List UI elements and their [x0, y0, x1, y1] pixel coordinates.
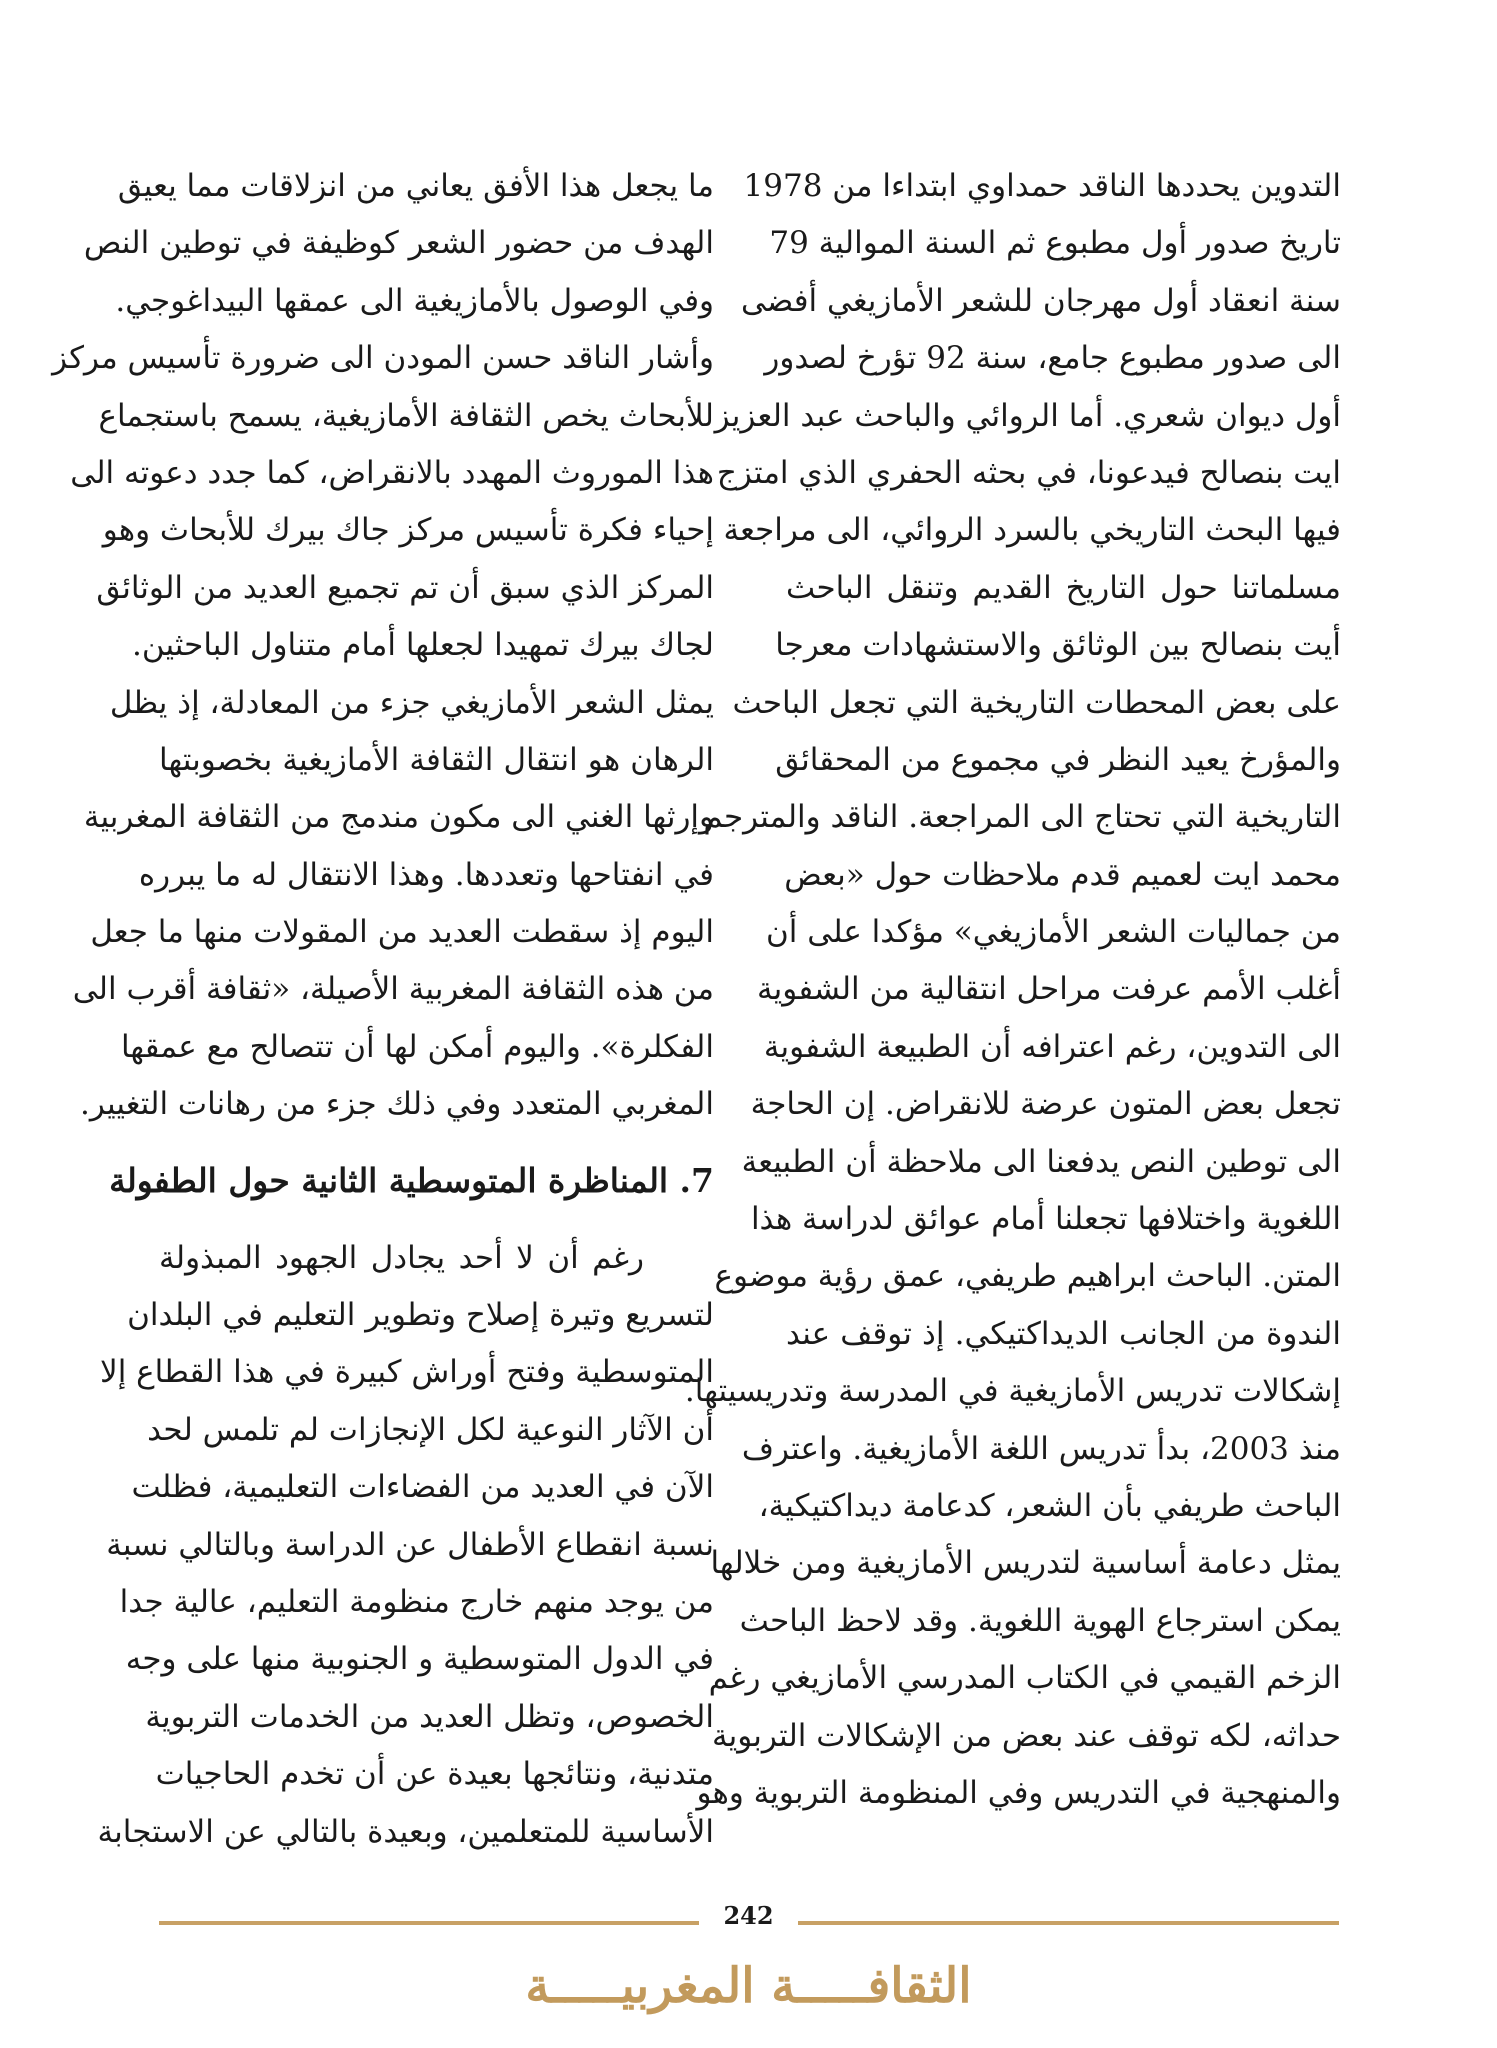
left-column	[52, 158, 714, 1861]
text-line: المغربي المتعدد وفي ذلك جزء من رهانات التغيير.	[80, 1086, 714, 1123]
text-line: التدوين يحددها الناقد حمداوي ابتداءا من 1978	[743, 168, 1341, 204]
text-line: أن الآثار النوعية لكل الإنجازات لم تلمس لحد	[147, 1411, 714, 1448]
text-line: أول ديوان شعري. أما الروائي والباحث عبد العزيز	[714, 397, 1341, 434]
text-line: رغم أن لا أحد يجادل الجهود المبذولة	[159, 1239, 644, 1276]
text-line: اليوم إذ سقطت العديد من المقولات منها ما جعل	[90, 914, 714, 951]
text-line: للأبحاث يخص الثقافة الأمازيغية، يسمح باستجماع	[98, 397, 714, 434]
text-line: يمثل دعامة أساسية لتدريس الأمازيغية ومن خلالها	[710, 1545, 1341, 1582]
text-line: التاريخية التي تحتاج الى المراجعة. الناقد والمترجم	[703, 799, 1341, 836]
text-line: الفكلرة». واليوم أمكن لها أن تتصالح مع عمقها	[120, 1028, 714, 1065]
text-line: الآن في العديد من الفضاءات التعليمية، فظلت	[131, 1469, 714, 1506]
text-line: على بعض المحطات التاريخية التي تجعل الباحث	[732, 684, 1341, 721]
text-line: لتسريع وتيرة إصلاح وتطوير التعليم في البلدان	[127, 1297, 714, 1334]
text-line: لجاك بيرك تمهيدا لجعلها أمام متناول الباحثين.	[132, 627, 714, 664]
left-column-paragraphs	[52, 158, 714, 1134]
text-line: إشكالات تدريس الأمازيغية في المدرسة وتدريسيتها.	[684, 1373, 1341, 1410]
left-column-section-body	[97, 1230, 714, 1861]
text-line: المتوسطية وفتح أوراش كبيرة في هذا القطاع إلا	[100, 1354, 714, 1391]
text-line: في انفتاحها وتعددها. وهذا الانتقال له ما يبرره	[138, 856, 714, 893]
text-line: هذا الموروث المهدد بالانقراض، كما جدد دعوته الى	[70, 454, 714, 491]
text-line: والمنهجية في التدريس وفي المنظومة التربوية وهو	[696, 1774, 1341, 1811]
text-line: الخصوص، وتظل العديد من الخدمات التربوية	[145, 1698, 714, 1735]
text-line: يمكن استرجاع الهوية اللغوية. وقد لاحظ الباحث	[739, 1602, 1341, 1639]
text-line: مسلماتنا حول التاريخ القديم وتنقل الباحث	[786, 569, 1341, 606]
text-line: من يوجد منهم خارج منظومة التعليم، عالية جدا	[119, 1583, 714, 1620]
text-line: الى صدور مطبوع جامع، سنة 92 تؤرخ لصدور	[764, 340, 1341, 377]
text-line: منذ 2003، بدأ تدريس اللغة الأمازيغية. واعترف	[741, 1430, 1341, 1467]
text-line: متدنية، ونتائجها بعيدة عن أن تخدم الحاجيات	[155, 1756, 714, 1793]
section-heading: 7. المناظرة المتوسطية الثانية حول الطفولة	[109, 1160, 714, 1200]
text-line: ايت بنصالح فيدعونا، في بحثه الحفري الذي امتزج	[716, 454, 1341, 491]
text-line: الرهان هو انتقال الثقافة الأمازيغية بخصوبتها	[159, 741, 714, 778]
text-line: يمثل الشعر الأمازيغي جزء من المعادلة، إذ يظل	[109, 684, 714, 721]
right-column	[684, 158, 1341, 1822]
text-line: اللغوية واختلافها تجعلنا أمام عوائق لدراسة هذا	[750, 1201, 1341, 1238]
text-line: الهدف من حضور الشعر كوظيفة في توطين النص	[83, 225, 714, 262]
text-line: في الدول المتوسطية و الجنوبية منها على وجه	[125, 1641, 714, 1678]
text-line: وأشار الناقد حسن المودن الى ضرورة تأسيس مركز	[52, 340, 714, 377]
text-line: وإرثها الغني الى مكون مندمج من الثقافة المغربية	[83, 799, 714, 836]
text-line: الأساسية للمتعلمين، وبعيدة بالتالي عن الاستجابة	[97, 1813, 714, 1850]
text-line: فيها البحث التاريخي بالسرد الروائي، الى مراجعة	[723, 512, 1341, 549]
text-line: محمد ايت لعميم قدم ملاحظات حول «بعض	[784, 856, 1341, 893]
text-line: من هذه الثقافة المغربية الأصيلة، «ثقافة أقرب الى	[72, 971, 714, 1008]
text-line: إحياء فكرة تأسيس مركز جاك بيرك للأبحاث وهو	[102, 512, 714, 549]
text-line: المركز الذي سبق أن تم تجميع العديد من الوثائق	[96, 569, 714, 606]
text-line: تجعل بعض المتون عرضة للانقراض. إن الحاجة	[750, 1086, 1341, 1123]
text-line: الى توطين النص يدفعنا الى ملاحظة أن الطبيعة	[741, 1143, 1341, 1180]
text-line: والمؤرخ يعيد النظر في مجموع من المحقائق	[775, 741, 1341, 778]
text-line: ما يجعل هذا الأفق يعاني من انزلاقات مما يعيق	[117, 168, 714, 204]
text-line: تاريخ صدور أول مطبوع ثم السنة الموالية 79	[769, 225, 1341, 262]
text-line: المتن. الباحث ابراهيم طريفي، عمق رؤية موضوع	[714, 1258, 1341, 1295]
magazine-title-logo: الثقافـــــة المغربيـــــة	[525, 1958, 972, 2014]
text-line: الزخم القيمي في الكتاب المدرسي الأمازيغي رغم	[708, 1660, 1341, 1697]
text-line: أيت بنصالح بين الوثائق والاستشهادات معرجا	[775, 627, 1341, 664]
text-line: حداثه، لكه توقف عند بعض من الإشكالات التربوية	[711, 1717, 1341, 1754]
page-number: 242	[723, 1901, 774, 1930]
text-line: الندوة من الجانب الديداكتيكي. إذ توقف عند	[786, 1315, 1341, 1352]
text-line: من جماليات الشعر الأمازيغي» مؤكدا على أن	[766, 914, 1341, 951]
text-line: نسبة انقطاع الأطفال عن الدراسة وبالتالي نسبة	[106, 1526, 714, 1563]
text-line: سنة انعقاد أول مهرجان للشعر الأمازيغي أفضى	[741, 282, 1341, 319]
text-line: أغلب الأمم عرفت مراحل انتقالية من الشفوية	[756, 971, 1341, 1008]
text-line: وفي الوصول بالأمازيغية الى عمقها البيداغوجي.	[115, 282, 714, 319]
text-line: الباحث طريفي بأن الشعر، كدعامة ديداكتيكية،	[758, 1487, 1341, 1524]
text-line: الى التدوين، رغم اعترافه أن الطبيعة الشفوية	[763, 1028, 1341, 1065]
